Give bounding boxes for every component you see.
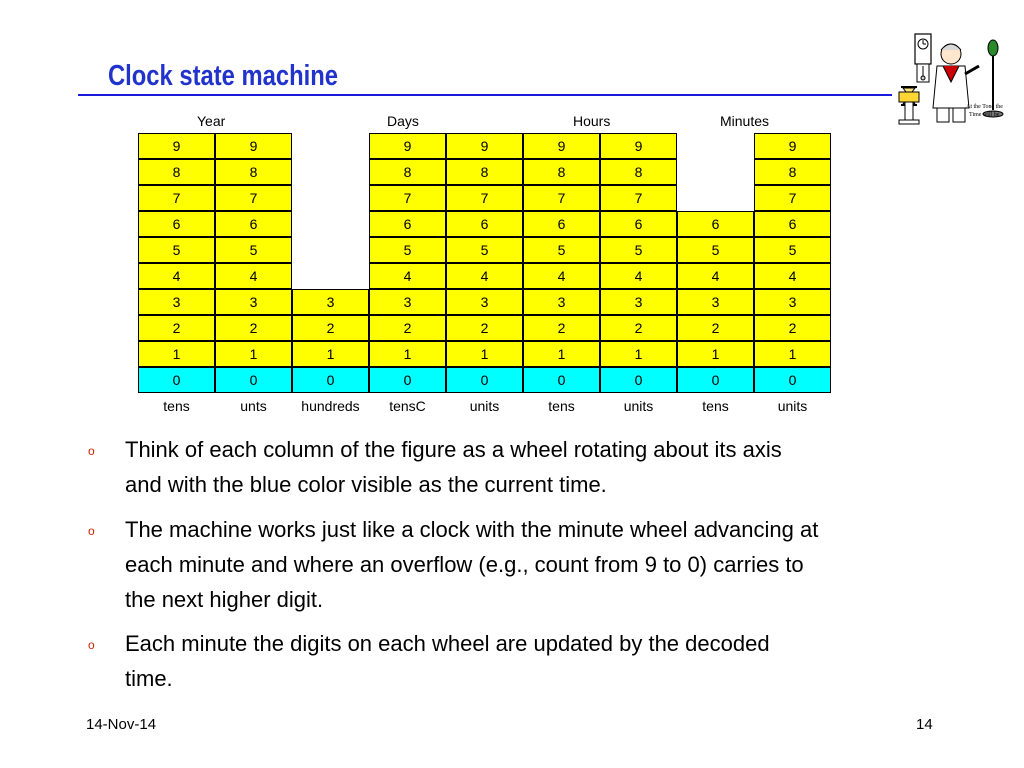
digit-cell: 6: [677, 211, 754, 237]
current-digit-cell: 0: [446, 367, 523, 393]
digit-cell: 3: [677, 289, 754, 315]
column-label: tens: [702, 398, 729, 414]
digit-cell: 3: [138, 289, 215, 315]
column-label: tens: [163, 398, 190, 414]
current-digit-cell: 0: [523, 367, 600, 393]
digit-cell: 2: [600, 315, 677, 341]
digit-cell: 4: [215, 263, 292, 289]
digit-cell: 6: [369, 211, 446, 237]
column-label: units: [777, 398, 808, 414]
header-year: Year: [197, 113, 226, 129]
digit-cell: 1: [754, 341, 831, 367]
digit-cell: 2: [369, 315, 446, 341]
digit-cell: 1: [369, 341, 446, 367]
digit-cell: 2: [677, 315, 754, 341]
title-underline: [78, 94, 892, 96]
digit-cell: 4: [446, 263, 523, 289]
digit-cell: 7: [138, 185, 215, 211]
digit-cell: 9: [138, 133, 215, 159]
digit-cell: 8: [754, 159, 831, 185]
slide-title: Clock state machine: [108, 60, 338, 92]
column-label: tens: [548, 398, 575, 414]
digit-cell: 7: [754, 185, 831, 211]
digit-cell: 3: [369, 289, 446, 315]
current-digit-cell: 0: [754, 367, 831, 393]
digit-cell: 3: [446, 289, 523, 315]
digit-cell: 3: [754, 289, 831, 315]
digit-cell: 5: [600, 237, 677, 263]
digit-cell: 5: [369, 237, 446, 263]
digit-cell: 3: [600, 289, 677, 315]
digit-cell: 6: [138, 211, 215, 237]
digit-cell: 9: [369, 133, 446, 159]
clipart-caption: Time will be: [969, 112, 1000, 118]
digit-cell: 7: [369, 185, 446, 211]
column-label: unts: [240, 398, 267, 414]
digit-cell: 3: [292, 289, 369, 315]
column-label: tensC: [389, 398, 426, 414]
digit-cell: 1: [292, 341, 369, 367]
bullet-text: [125, 512, 945, 617]
current-digit-cell: 0: [215, 367, 292, 393]
current-digit-cell: 0: [677, 367, 754, 393]
clipart-caption: At the Tone the: [966, 104, 1003, 110]
announcer-person-icon: [933, 44, 979, 122]
digit-cell: 9: [446, 133, 523, 159]
digit-cell: 8: [600, 159, 677, 185]
page-number: 14: [916, 716, 933, 733]
digit-cell: 6: [446, 211, 523, 237]
digit-cell: 2: [523, 315, 600, 341]
digit-cell: 7: [523, 185, 600, 211]
digit-cell: 1: [138, 341, 215, 367]
digit-cell: 9: [754, 133, 831, 159]
bullet-line: and with the blue color visible as the current time.: [125, 472, 607, 497]
digit-cell: 5: [677, 237, 754, 263]
digit-cell: 6: [600, 211, 677, 237]
column-label: hundreds: [301, 398, 360, 414]
digit-cell: 4: [754, 263, 831, 289]
digit-cell: 2: [446, 315, 523, 341]
digit-cell: 2: [292, 315, 369, 341]
digit-cell: 8: [523, 159, 600, 185]
header-minutes: Minutes: [720, 113, 770, 129]
bullet-line: Think of each column of the figure as a wheel rotating about its axis: [125, 437, 782, 462]
digit-cell: 7: [600, 185, 677, 211]
current-digit-cell: 0: [138, 367, 215, 393]
digit-cell: 1: [600, 341, 677, 367]
digit-cell: 2: [215, 315, 292, 341]
bullet-text: [125, 626, 945, 696]
digit-cell: 8: [215, 159, 292, 185]
digit-cell: 8: [369, 159, 446, 185]
bullet-marker: o: [88, 524, 95, 538]
digit-cell: 5: [754, 237, 831, 263]
digit-cell: 1: [677, 341, 754, 367]
column-label: units: [623, 398, 654, 414]
digit-cell: 8: [446, 159, 523, 185]
bullet-line: each minute and where an overflow (e.g., count from 9 to 0) carries to: [125, 552, 804, 577]
current-digit-cell: 0: [369, 367, 446, 393]
digit-cell: 4: [523, 263, 600, 289]
footer-date: 14-Nov-14: [86, 716, 157, 733]
digit-cell: 5: [215, 237, 292, 263]
bullet-marker: o: [88, 638, 95, 652]
column-label: units: [469, 398, 500, 414]
digit-cell: 3: [523, 289, 600, 315]
header-hours: Hours: [573, 113, 611, 129]
current-digit-cell: 0: [292, 367, 369, 393]
digit-cell: 4: [138, 263, 215, 289]
digit-cell: 7: [215, 185, 292, 211]
clock-announcer-illustration: [893, 30, 1013, 140]
table-stand-icon: [899, 92, 919, 124]
current-digit-cell: 0: [600, 367, 677, 393]
digit-cell: 4: [600, 263, 677, 289]
bullet-line: time.: [125, 666, 173, 691]
digit-cell: 1: [215, 341, 292, 367]
bullet-line: the next higher digit.: [125, 587, 324, 612]
digit-cell: 2: [754, 315, 831, 341]
digit-cell: 9: [523, 133, 600, 159]
grandfather-clock-icon: [915, 34, 931, 82]
digit-cell: 6: [215, 211, 292, 237]
digit-cell: 5: [446, 237, 523, 263]
bullet-line: Each minute the digits on each wheel are updated by the decoded: [125, 631, 770, 656]
bullet-line: The machine works just like a clock with the minute wheel advancing at: [125, 517, 819, 542]
digit-cell: 1: [446, 341, 523, 367]
digit-cell: 5: [138, 237, 215, 263]
digit-cell: 4: [369, 263, 446, 289]
digit-cell: 5: [523, 237, 600, 263]
digit-cell: 9: [215, 133, 292, 159]
digit-cell: 2: [138, 315, 215, 341]
digit-cell: 9: [600, 133, 677, 159]
digit-cell: 7: [446, 185, 523, 211]
header-days: Days: [387, 113, 419, 129]
bullet-marker: o: [88, 444, 95, 458]
digit-cell: 4: [677, 263, 754, 289]
digit-cell: 3: [215, 289, 292, 315]
digit-cell: 8: [138, 159, 215, 185]
bullet-text: [125, 432, 945, 502]
digit-cell: 6: [523, 211, 600, 237]
digit-cell: 1: [523, 341, 600, 367]
digit-cell: 6: [754, 211, 831, 237]
